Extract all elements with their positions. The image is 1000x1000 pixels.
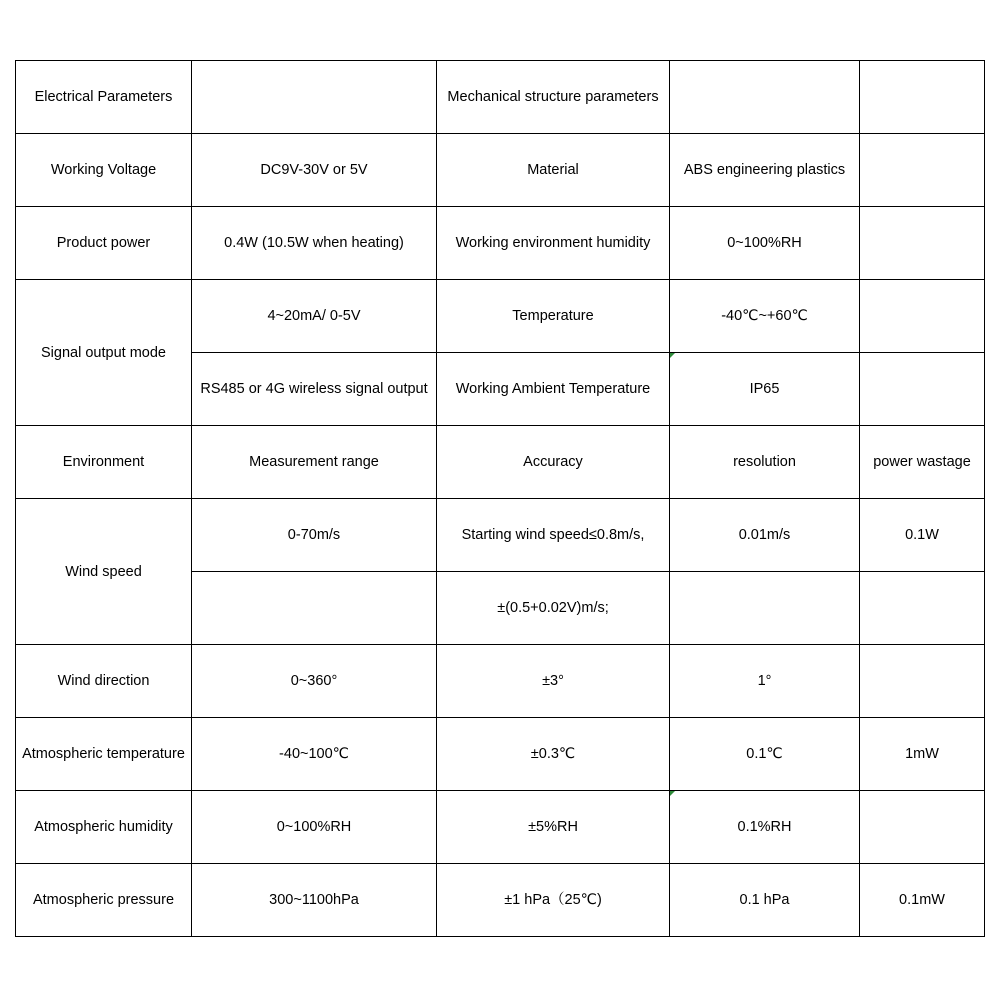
table-cell: 1° [670, 645, 860, 718]
table-cell: 0.1W [860, 499, 985, 572]
spec-sheet [15, 60, 985, 937]
table-cell: 0.1℃ [670, 718, 860, 791]
table-cell [670, 61, 860, 134]
table-cell: ±1 hPa（25℃) [437, 864, 670, 937]
table-cell: -40~100℃ [192, 718, 437, 791]
table-cell: Electrical Parameters [16, 61, 192, 134]
table-cell: 0.4W (10.5W when heating) [192, 207, 437, 280]
table-cell: ±(0.5+0.02V)m/s; [437, 572, 670, 645]
table-cell: Mechanical structure parameters [437, 61, 670, 134]
cell-text: 0.1%RH [737, 819, 792, 835]
table-row [16, 718, 985, 791]
table-cell [860, 791, 985, 864]
table-cell: DC9V-30V or 5V [192, 134, 437, 207]
table-cell: Accuracy [437, 426, 670, 499]
parameters-table [15, 60, 985, 937]
table-cell: Atmospheric temperature [16, 718, 192, 791]
table-cell: Product power [16, 207, 192, 280]
table-row [16, 499, 985, 572]
table-cell: Starting wind speed≤0.8m/s, [437, 499, 670, 572]
table-row [16, 864, 985, 937]
table-row [16, 280, 985, 353]
table-cell [860, 207, 985, 280]
table-cell [670, 572, 860, 645]
table-cell: 0.01m/s [670, 499, 860, 572]
table-cell: 1mW [860, 718, 985, 791]
table-cell: 0~100%RH [192, 791, 437, 864]
table-cell: 0-70m/s [192, 499, 437, 572]
table-cell [670, 791, 860, 864]
cell-comment-marker [670, 791, 675, 796]
table-cell [192, 572, 437, 645]
cell-comment-marker [670, 353, 675, 358]
table-cell: Working Ambient Temperature [437, 353, 670, 426]
table-cell [192, 61, 437, 134]
table-row [16, 134, 985, 207]
table-cell: Atmospheric pressure [16, 864, 192, 937]
table-cell: Wind direction [16, 645, 192, 718]
table-cell: 0~100%RH [670, 207, 860, 280]
table-cell: ±0.3℃ [437, 718, 670, 791]
table-cell: 0.1 hPa [670, 864, 860, 937]
table-cell: Signal output mode [16, 280, 192, 426]
table-cell: 0~360° [192, 645, 437, 718]
table-cell: resolution [670, 426, 860, 499]
table-cell: Working environment humidity [437, 207, 670, 280]
table-cell: ABS engineering plastics [670, 134, 860, 207]
cell-text: IP65 [749, 381, 780, 397]
table-cell: RS485 or 4G wireless signal output [192, 353, 437, 426]
table-cell: 0.1mW [860, 864, 985, 937]
table-cell: 4~20mA/ 0-5V [192, 280, 437, 353]
table-cell: ±5%RH [437, 791, 670, 864]
table-row [16, 791, 985, 864]
table-cell [860, 353, 985, 426]
table-cell [670, 353, 860, 426]
table-cell: Measurement range [192, 426, 437, 499]
table-cell: Working Voltage [16, 134, 192, 207]
table-cell [860, 280, 985, 353]
table-row [16, 61, 985, 134]
table-row [16, 426, 985, 499]
table-cell: power wastage [860, 426, 985, 499]
table-cell: 300~1100hPa [192, 864, 437, 937]
table-cell: Material [437, 134, 670, 207]
table-cell [860, 61, 985, 134]
table-row [16, 645, 985, 718]
table-cell [860, 134, 985, 207]
table-cell: ±3° [437, 645, 670, 718]
table-cell: Temperature [437, 280, 670, 353]
table-cell: Environment [16, 426, 192, 499]
table-cell [860, 572, 985, 645]
table-cell: Atmospheric humidity [16, 791, 192, 864]
table-cell [860, 645, 985, 718]
table-row [16, 207, 985, 280]
table-cell: -40℃~+60℃ [670, 280, 860, 353]
table-cell: Wind speed [16, 499, 192, 645]
